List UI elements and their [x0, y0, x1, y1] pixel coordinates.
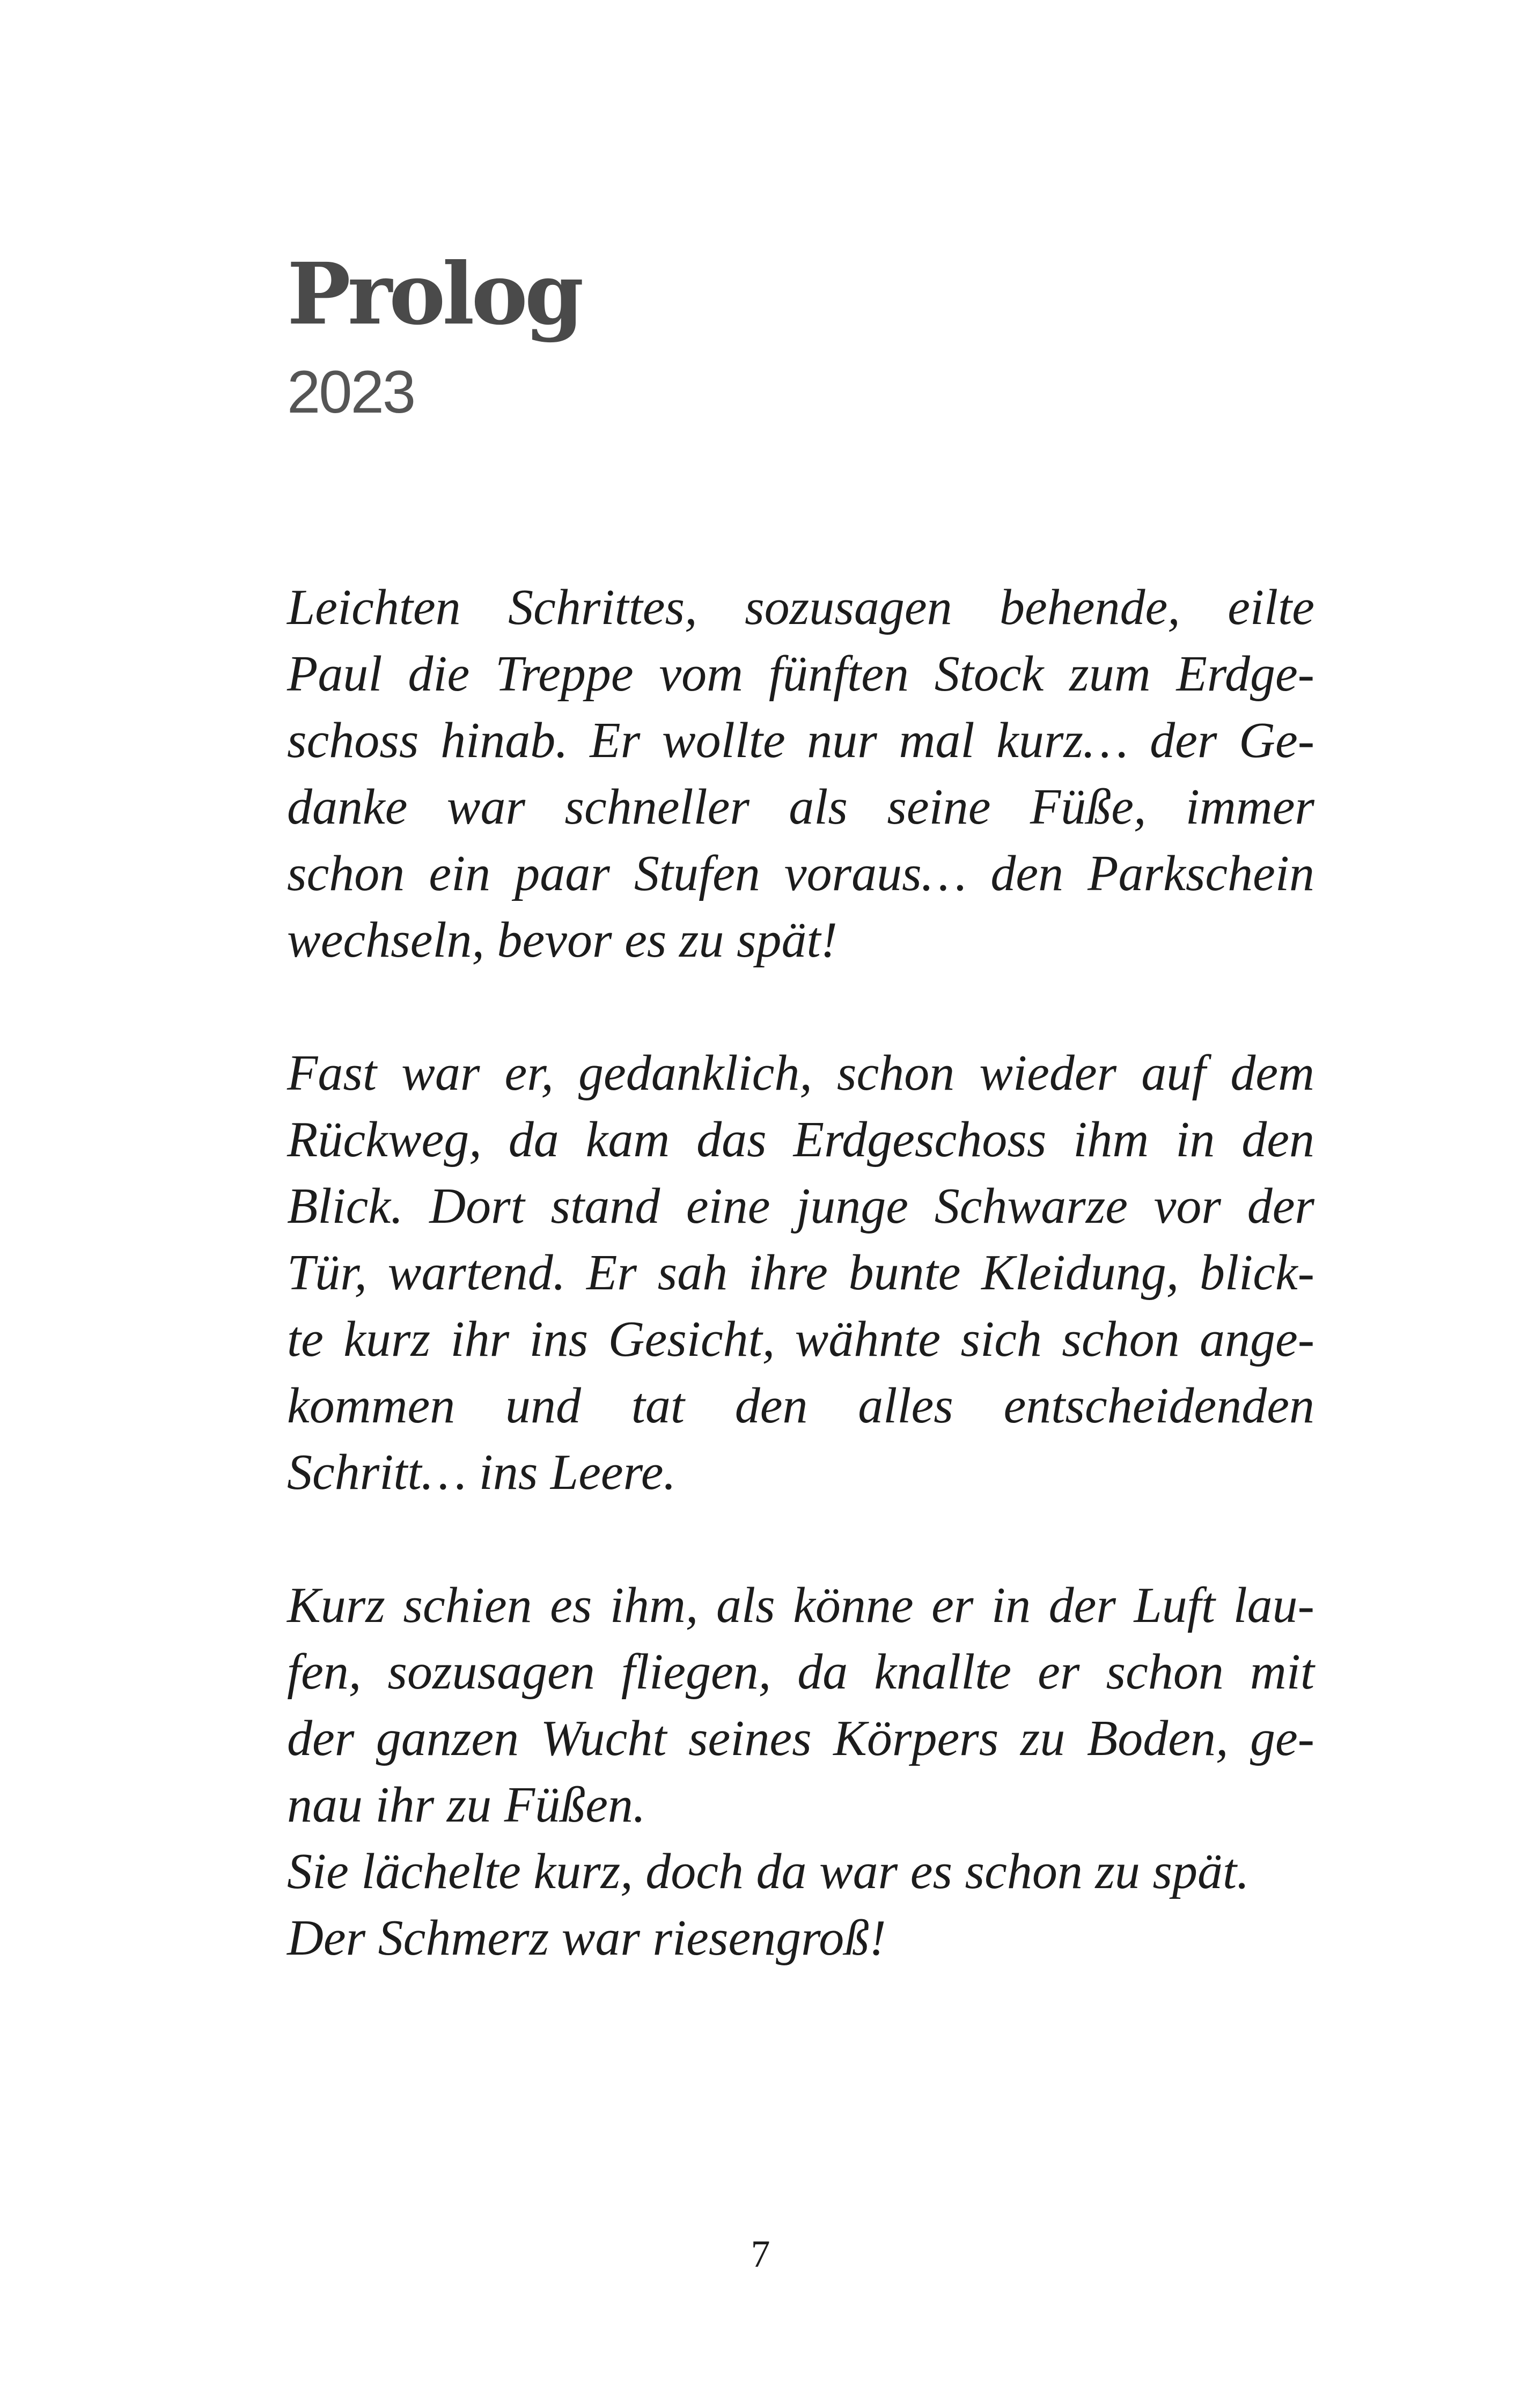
text-line: nau ihr zu Füßen.	[287, 1777, 646, 1833]
paragraph-1	[287, 574, 1314, 973]
text-line: Sie lächelte kurz, doch da war es schon zu spät.	[287, 1844, 1250, 1899]
text-line: te kurz ihr ins Gesicht, wähnte sich schon ange-	[287, 1311, 1314, 1367]
text-line: kommen und tat den alles entscheidenden	[287, 1378, 1314, 1434]
text-line: Paul die Treppe vom fünften Stock zum Erdge-	[287, 646, 1314, 702]
text-line: schoss hinab. Er wollte nur mal kurz… der Ge-	[287, 713, 1314, 768]
text-line: wechseln, bevor es zu spät!	[287, 912, 837, 968]
text-line: Tür, wartend. Er sah ihre bunte Kleidung, blick-	[287, 1245, 1314, 1301]
paragraph-2	[287, 1040, 1314, 1506]
text-line: Schritt… ins Leere.	[287, 1444, 676, 1500]
chapter-body	[287, 574, 1314, 2038]
text-line: fen, sozusagen fliegen, da knallte er schon mit	[287, 1644, 1314, 1700]
paragraph-3	[287, 1572, 1314, 1971]
text-line: schon ein paar Stufen voraus… den Parkschein	[287, 846, 1314, 901]
page-number: 7	[751, 2233, 770, 2275]
text-line: Rückweg, da kam das Erdgeschoss ihm in den	[287, 1112, 1314, 1168]
text-line: der ganzen Wucht seines Körpers zu Boden, ge-	[287, 1710, 1314, 1766]
chapter-year: 2023	[287, 358, 415, 425]
text-line: danke war schneller als seine Füße, immer	[287, 779, 1314, 835]
text-line: Kurz schien es ihm, als könne er in der Luft lau-	[287, 1577, 1314, 1633]
text-line: Fast war er, gedanklich, schon wieder auf dem	[287, 1045, 1314, 1101]
text-line: Leichten Schrittes, sozusagen behende, eilte	[287, 579, 1314, 635]
chapter-title: Prolog	[287, 245, 581, 344]
text-line: Der Schmerz war riesengroß!	[287, 1910, 886, 1966]
text-line: Blick. Dort stand eine junge Schwarze vor der	[287, 1178, 1314, 1234]
